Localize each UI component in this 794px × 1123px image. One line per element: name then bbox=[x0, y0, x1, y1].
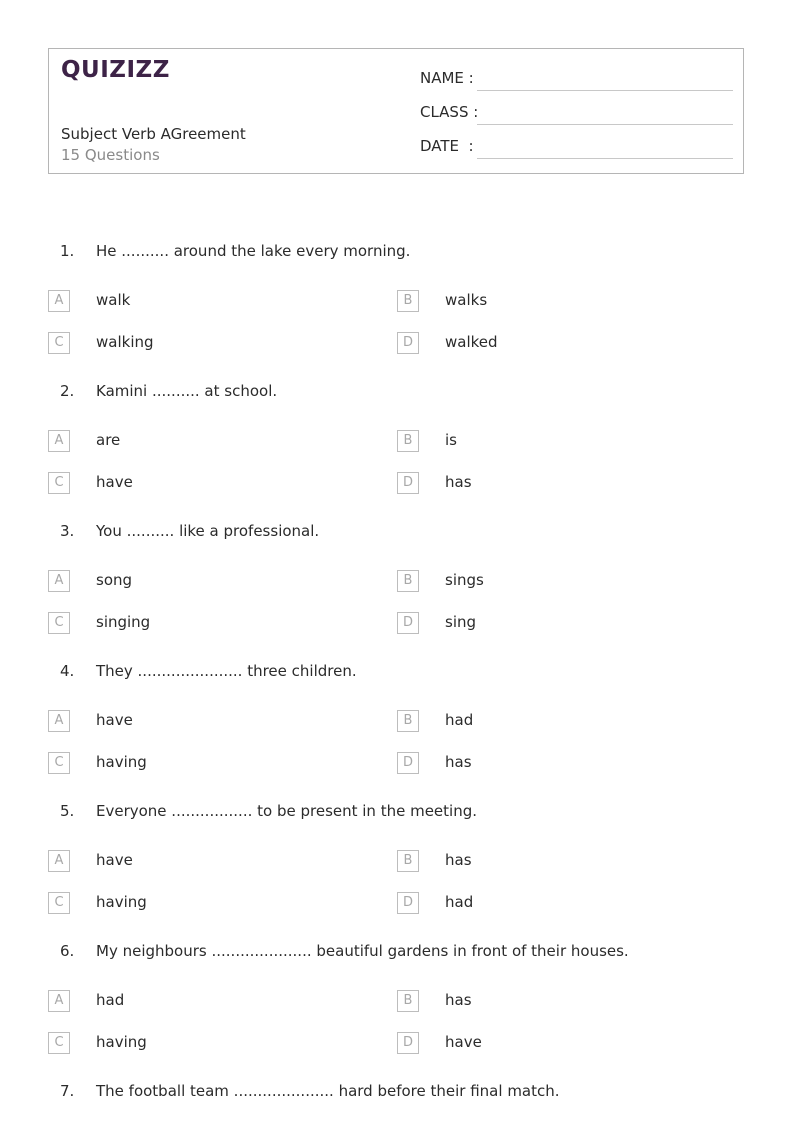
option-text: have bbox=[96, 473, 133, 491]
option-letter-box[interactable]: A bbox=[48, 990, 70, 1012]
date-line[interactable] bbox=[477, 158, 733, 159]
question-text: Kamini .......... at school. bbox=[96, 382, 278, 400]
class-field[interactable] bbox=[420, 103, 733, 125]
option-text: has bbox=[445, 851, 472, 869]
name-label: NAME : bbox=[420, 69, 474, 87]
question-number: 1. bbox=[60, 242, 75, 260]
option-text: has bbox=[445, 991, 472, 1009]
option-letter-box[interactable]: D bbox=[397, 752, 419, 774]
option-text: having bbox=[96, 893, 147, 911]
option-letter-box[interactable]: A bbox=[48, 570, 70, 592]
option-text: walking bbox=[96, 333, 154, 351]
option-letter-box[interactable]: C bbox=[48, 612, 70, 634]
question-text: The football team ..................... hard before their final match. bbox=[96, 1082, 560, 1100]
option-text: walked bbox=[445, 333, 498, 351]
date-label: DATE : bbox=[420, 137, 474, 155]
option-text: had bbox=[96, 991, 125, 1009]
date-field[interactable] bbox=[420, 137, 733, 159]
option-text: having bbox=[96, 753, 147, 771]
option-text: sings bbox=[445, 571, 484, 589]
option-letter-box[interactable]: D bbox=[397, 892, 419, 914]
question-number: 7. bbox=[60, 1082, 75, 1100]
option-letter-box[interactable]: C bbox=[48, 1032, 70, 1054]
question-text: He .......... around the lake every morning. bbox=[96, 242, 411, 260]
question-number: 3. bbox=[60, 522, 75, 540]
option-letter-box[interactable]: B bbox=[397, 710, 419, 732]
option-text: have bbox=[96, 711, 133, 729]
option-text: had bbox=[445, 711, 474, 729]
option-text: had bbox=[445, 893, 474, 911]
worksheet-title: Subject Verb AGreement bbox=[61, 125, 246, 143]
question-count: 15 Questions bbox=[61, 146, 160, 164]
option-letter-box[interactable]: B bbox=[397, 430, 419, 452]
option-letter-box[interactable]: B bbox=[397, 570, 419, 592]
option-letter-box[interactable]: B bbox=[397, 290, 419, 312]
option-letter-box[interactable]: C bbox=[48, 332, 70, 354]
option-letter-box[interactable]: B bbox=[397, 850, 419, 872]
option-text: singing bbox=[96, 613, 151, 631]
option-text: have bbox=[445, 1033, 482, 1051]
question-text: You .......... like a professional. bbox=[96, 522, 320, 540]
question-text: They ...................... three children. bbox=[96, 662, 357, 680]
option-letter-box[interactable]: A bbox=[48, 710, 70, 732]
name-line[interactable] bbox=[477, 90, 733, 91]
option-letter-box[interactable]: D bbox=[397, 1032, 419, 1054]
question-text: My neighbours ..................... beautiful gardens in front of their houses. bbox=[96, 942, 629, 960]
option-text: is bbox=[445, 431, 457, 449]
option-text: walk bbox=[96, 291, 131, 309]
option-letter-box[interactable]: C bbox=[48, 752, 70, 774]
quizizz-logo: QUIZIZZ bbox=[61, 57, 170, 83]
question-number: 5. bbox=[60, 802, 75, 820]
option-letter-box[interactable]: D bbox=[397, 332, 419, 354]
option-letter-box[interactable]: C bbox=[48, 472, 70, 494]
option-letter-box[interactable]: C bbox=[48, 892, 70, 914]
option-text: has bbox=[445, 753, 472, 771]
option-text: have bbox=[96, 851, 133, 869]
option-letter-box[interactable]: B bbox=[397, 990, 419, 1012]
option-text: song bbox=[96, 571, 133, 589]
option-text: walks bbox=[445, 291, 488, 309]
option-text: sing bbox=[445, 613, 477, 631]
class-line[interactable] bbox=[477, 124, 733, 125]
name-field[interactable] bbox=[420, 69, 733, 91]
option-letter-box[interactable]: D bbox=[397, 612, 419, 634]
worksheet-header bbox=[48, 48, 744, 174]
class-label: CLASS : bbox=[420, 103, 479, 121]
question-number: 4. bbox=[60, 662, 75, 680]
option-text: are bbox=[96, 431, 121, 449]
option-text: having bbox=[96, 1033, 147, 1051]
option-letter-box[interactable]: A bbox=[48, 430, 70, 452]
question-text: Everyone ................. to be present in the meeting. bbox=[96, 802, 478, 820]
question-number: 6. bbox=[60, 942, 75, 960]
option-letter-box[interactable]: A bbox=[48, 290, 70, 312]
option-letter-box[interactable]: A bbox=[48, 850, 70, 872]
option-text: has bbox=[445, 473, 472, 491]
question-number: 2. bbox=[60, 382, 75, 400]
option-letter-box[interactable]: D bbox=[397, 472, 419, 494]
